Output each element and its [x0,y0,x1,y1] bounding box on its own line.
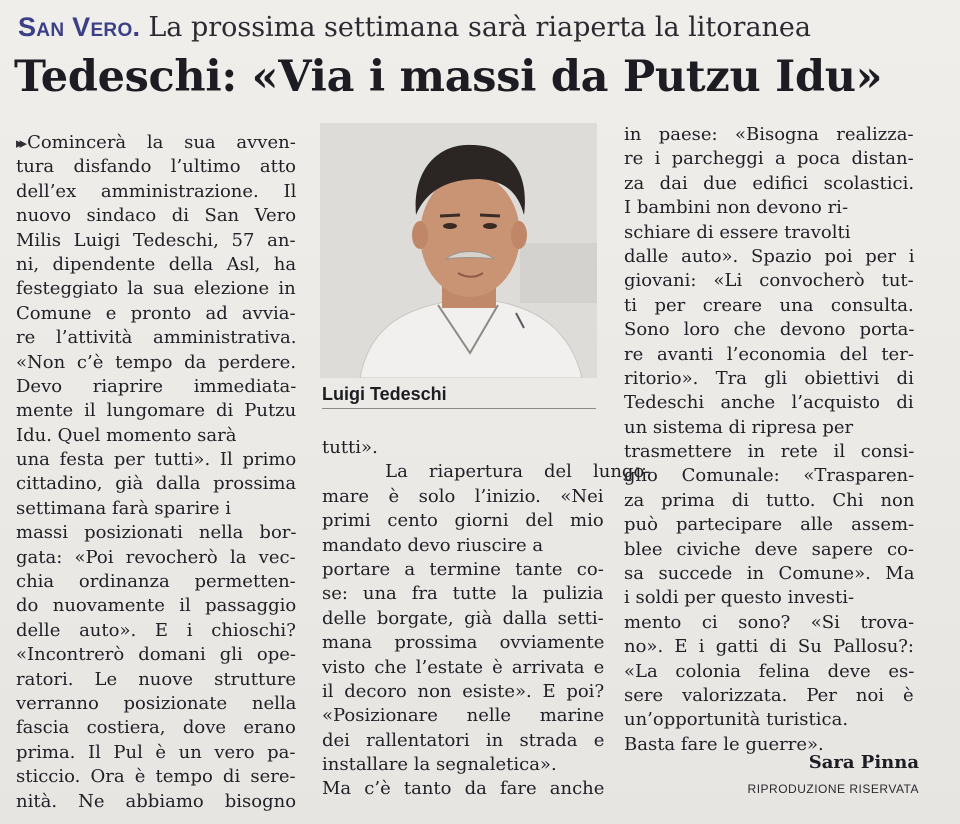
text-line: delle borgate, già dalla setti- [322,607,604,629]
text-line: «Incontrerò domani gli ope- [16,644,296,666]
text-line: Basta fare le guerre». [624,733,824,755]
text-line: dei rallentatori in strada e [322,729,605,751]
text-line: mento ci sono? «Si trova- [624,611,915,633]
text-line: za prima di tutto. Chi non [624,489,915,511]
text-line: cittadino, già dalla prossima [16,473,297,495]
kicker-location: San Vero. [18,12,141,42]
text-line: re l’attività amministrativa. [16,327,297,349]
article-column-left [16,131,296,814]
text-line: festeggiato la sua elezione in [16,278,296,300]
text-line: portare a termine tante co- [322,558,604,580]
text-line: I bambini non devono ri- [624,197,849,219]
text-line: do nuovamente il passaggio [16,595,297,617]
text-line: ti per creare una consulta. [624,294,914,316]
text-line [16,131,296,155]
text-line: Milis Luigi Tedeschi, 57 an- [16,229,296,251]
text-line: giovani: «Li convocherò tut- [624,270,914,292]
text-line: un sistema di ripresa per [624,416,854,438]
text-line: in paese: «Bisogna realizza- [624,124,914,145]
text-line: re i parcheggi a poca distan- [624,148,914,170]
text-line: fascia costiera, dove erano [16,717,296,739]
text-line: sere valorizzata. Per noi è [624,684,914,706]
text-line: no». E i gatti di Su Pallosu?: [624,636,915,658]
text-line: nuovo sindaco di San Vero [16,205,297,227]
headline: Tedeschi: «Via i massi da Putzu Idu» [14,52,883,102]
text-line: se: una fra tutte la pulizia [322,583,604,605]
text-line: un’opportunità turistica. [624,709,849,731]
text-line: tutti». [322,437,378,458]
text-line: può partecipare alle assem- [624,514,915,536]
article-column-right [624,123,914,757]
text-line: visto che l’estate è arrivata e [322,656,605,678]
text-line: schiare di essere travolti [624,221,851,243]
text-line: za dai due edifici scolastici. [624,172,915,194]
text-line: glio Comunale: «Trasparen- [624,465,915,487]
text-line: «La colonia felina deve es- [624,660,915,682]
text-line: Tedeschi anche l’acquisto di [624,392,914,414]
text-line: ni, dipendente della Asl, ha [16,253,297,275]
text-line: mana prossima ovviamente [322,632,605,654]
text-line: Sono loro che devono porta- [624,319,915,341]
text-line: La riapertura del lungo- [322,461,651,483]
text-line: Devo riaprire immediata- [16,375,297,397]
text-line: primi cento giorni del mio [322,510,604,532]
text-line-content: Comincerà la sua avven- [27,132,296,153]
text-line: prima. Il Pul è un vero pa- [16,741,296,763]
text-line: settimana farà sparire i [16,497,231,519]
text-line: nità. Ne abbiamo bisogno [16,790,297,812]
text-line: blee civiche deve sapere co- [624,538,914,560]
overline-row [18,12,811,43]
overline-subtitle: La prossima settimana sarà riaperta la litoranea [148,12,812,43]
text-line: Ma c’è tanto da fare anche [322,778,605,800]
text-line: il decoro non esiste». E poi? [322,680,605,702]
text-line: trasmettere in rete il consi- [624,441,915,463]
text-line: i soldi per questo investi- [624,587,855,609]
double-arrow-icon: ▸▸ [16,134,24,152]
text-line: «Non c’è tempo da perdere. [16,351,297,373]
text-line: massi posizionati nella bor- [16,522,297,544]
text-line: ritorio». Tra gli obiettivi di [624,367,914,389]
text-line: dalle auto». Spazio poi per i [624,245,915,267]
portrait-photo [320,123,597,378]
rights-notice: RIPRODUZIONE RISERVATA [747,782,919,796]
text-line: chia ordinanza permetten- [16,571,296,593]
caption-divider [322,408,596,409]
text-line: gata: «Poi revocherò la vec- [16,546,296,568]
text-line: installare la segnaletica». [322,754,557,776]
text-line: mente il lungomare di Putzu [16,400,297,422]
photo-caption: Luigi Tedeschi [322,384,447,404]
text-line: «Posizionare nelle marine [322,705,605,727]
text-line: sticcio. Ora è tempo di sere- [16,766,296,788]
text-line: Comune e pronto ad avvia- [16,302,296,324]
portrait-illustration [320,123,597,378]
article-column-middle [322,436,651,802]
text-line: sa succede in Comune». Ma [624,563,915,585]
text-line: mare è solo l’inizio. «Nei [322,485,604,507]
text-line: una festa per tutti». Il primo [16,449,297,471]
text-line: re avanti l’economia del ter- [624,343,914,365]
text-line: delle auto». E i chioschi? [16,619,296,641]
text-line: ratori. Le nuove strutture [16,668,297,690]
text-line: Idu. Quel momento sarà [16,424,237,446]
text-line: verranno posizionate nella [16,692,297,714]
text-line: tura disfando l’ultimo atto [16,156,296,178]
text-line: dell’ex amministrazione. Il [16,180,297,202]
text-line: mandato devo riuscire a [322,534,544,556]
author-byline: Sara Pinna [808,752,919,773]
